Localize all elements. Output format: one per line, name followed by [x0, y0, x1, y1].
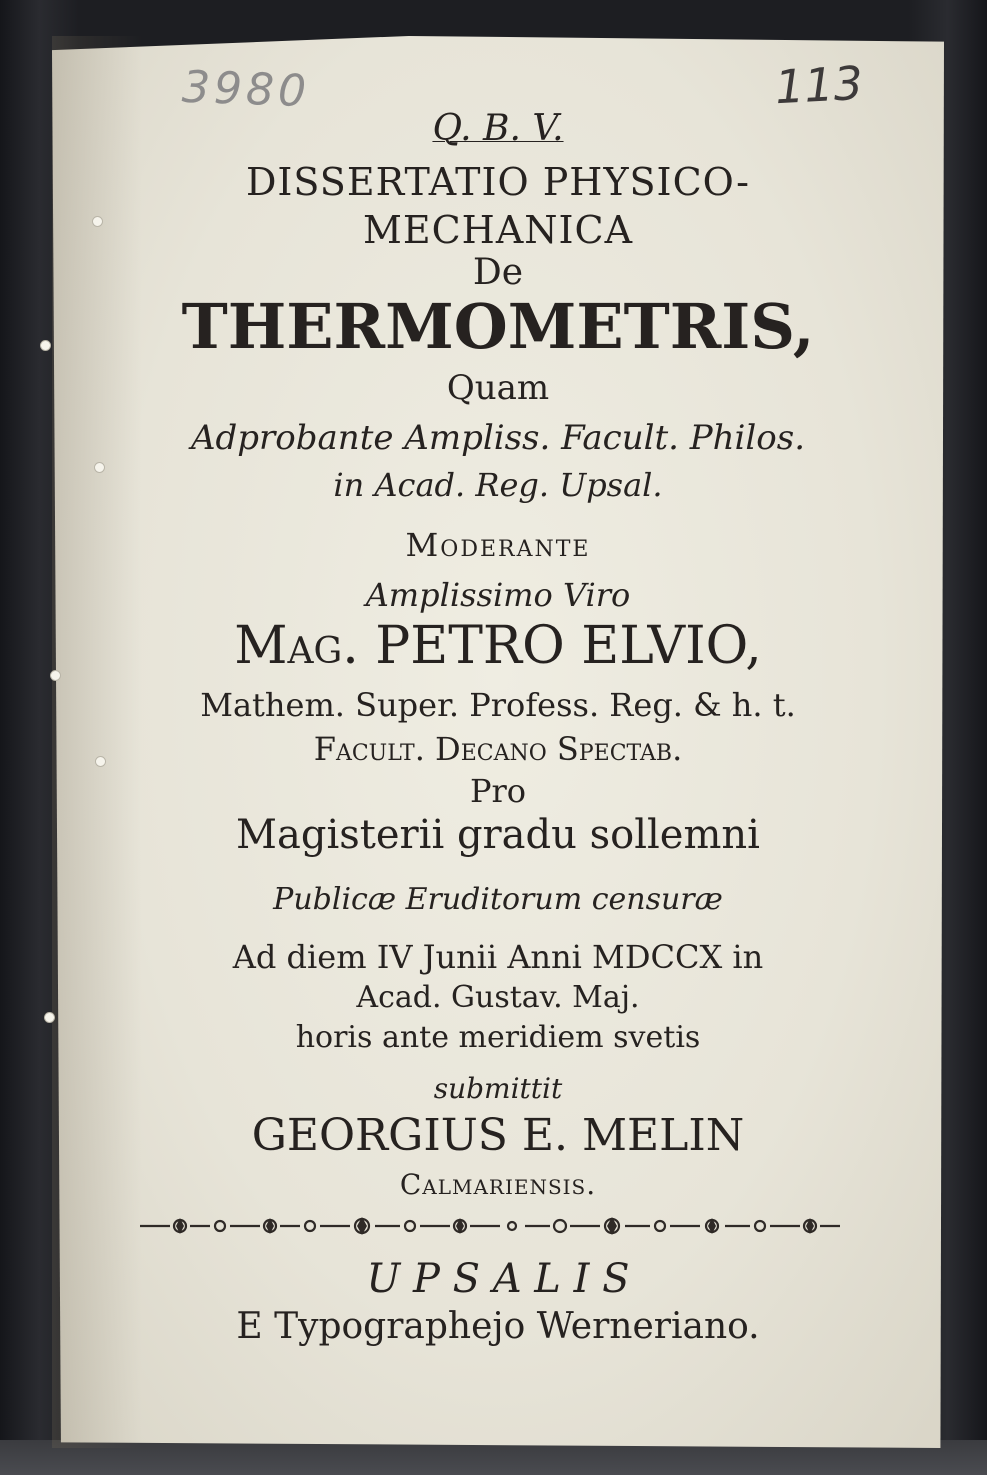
pencil-shelfmark: 3980	[181, 61, 311, 118]
horis-line: horis ante meridiem svetis	[295, 1020, 701, 1055]
upsalis-line: U P S A L I S	[366, 1256, 630, 1302]
adprobante-line: Adprobante Ampliss. Facult. Philos.	[190, 418, 806, 458]
facult-decano-line: Facult. Decano Spectab.	[313, 730, 683, 768]
acad-upsal-line: in Acad. Reg. Upsal.	[333, 466, 663, 504]
publicae-line: Publicæ Eruditorum censuræ	[273, 882, 723, 917]
ink-folio-number: 113	[773, 55, 865, 115]
mechanica-line: MECHANICA	[362, 208, 634, 252]
ad-diem-line: Ad diem IV Junii Anni MDCCX in	[232, 938, 764, 976]
acad-gustav-line: Acad. Gustav. Maj.	[356, 980, 640, 1015]
typographejo-line: E Typographejo Werneriano.	[236, 1306, 760, 1347]
de-line: De	[472, 252, 524, 293]
submittit-line: submittit	[433, 1072, 563, 1105]
pro-line: Pro	[469, 772, 527, 810]
qbv-line: Q. B. V.	[432, 108, 564, 149]
thermometris-title: THERMOMETRIS,	[181, 290, 815, 363]
magisterii-line: Magisterii gradu sollemni	[236, 812, 760, 858]
ornament-band-icon	[130, 1212, 850, 1240]
quam-line: Quam	[446, 368, 550, 408]
dissertatio-line: DISSERTATIO PHYSICO-	[245, 160, 751, 204]
georgius-melin-line: GEORGIUS E. MELIN	[251, 1110, 745, 1161]
mathem-line: Mathem. Super. Profess. Reg. & h. t.	[200, 686, 796, 724]
moderante-line: Moderante	[405, 526, 591, 564]
calmariensis-line: Calmariensis.	[399, 1168, 597, 1201]
amplissimo-line: Amplissimo Viro	[365, 576, 631, 614]
petro-elvio-line: Mag. PETRO ELVIO,	[234, 616, 762, 676]
stitch-hole-icon	[40, 340, 51, 351]
